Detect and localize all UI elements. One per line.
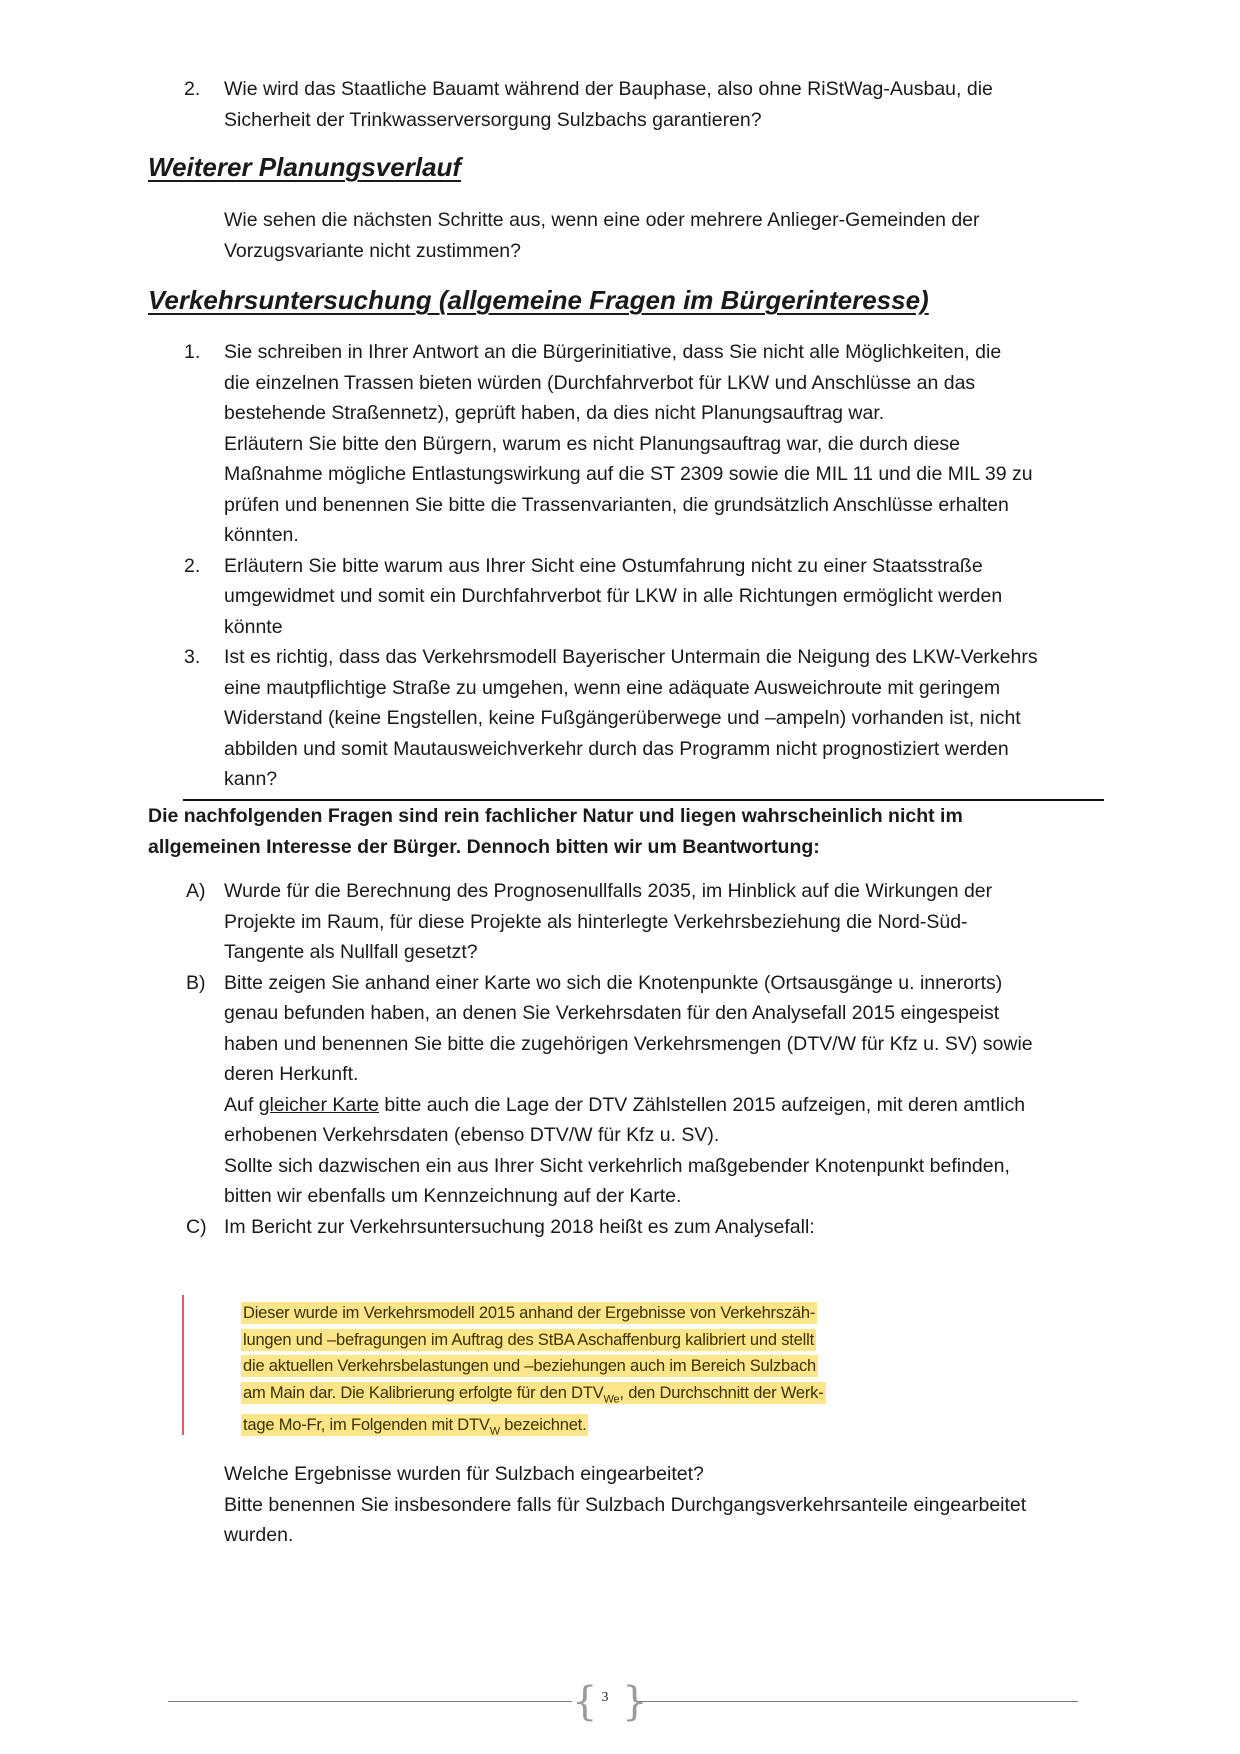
list-item-line — [224, 1090, 1120, 1121]
footer-rule-left — [168, 1701, 572, 1702]
list-item-line: könnte — [224, 615, 283, 638]
list-item — [0, 1212, 1240, 1243]
numbered-list — [0, 337, 1240, 795]
list-item-line: die einzelnen Trassen bieten würden (Durchfahrverbot für LKW und Anschlüsse an das — [224, 371, 976, 394]
list-item-line: Projekte im Raum, für diese Projekte als hinterlegte Verkehrsbeziehung die Nord-Süd- — [224, 910, 968, 933]
list-item-line: bitten wir ebenfalls um Kennzeichnung auf der Karte. — [224, 1185, 682, 1207]
list-item-line: Erläutern Sie bitte warum aus Ihrer Sicht eine Ostumfahrung nicht zu einer Staatsstraße — [224, 554, 983, 577]
list-letter: A) — [186, 880, 206, 902]
list-item — [0, 968, 1240, 1212]
list-item-line: Bitte zeigen Sie anhand einer Karte wo sich die Knotenpunkte (Ortsausgänge u. innerorts) — [224, 971, 1003, 994]
list-letter: C) — [186, 1215, 207, 1238]
text-run: am Main dar. Die Kalibrierung erfolgte für den DTV — [243, 1383, 604, 1402]
list-letter: B) — [186, 971, 206, 994]
list-item-line: Sicherheit der Trinkwasserversorgung Sulzbachs garantieren? — [224, 108, 762, 131]
list-item-line: Tangente als Nullfall gesetzt? — [224, 941, 478, 963]
text-run: , den Durchschnitt der Werk- — [619, 1383, 824, 1402]
quote-line: die aktuellen Verkehrsbelastungen und –beziehungen auch im Bereich Sulzbach — [243, 1357, 816, 1375]
page-number: 3 — [601, 1690, 609, 1705]
list-item-line: kann? — [224, 768, 278, 790]
list-item-line: umgewidmet und somit ein Durchfahrverbot für LKW in alle Richtungen ermöglicht werden — [224, 585, 1003, 607]
quoted-excerpt — [243, 1300, 913, 1445]
quote-line: Dieser wurde im Verkehrsmodell 2015 anhand der Ergebnisse von Verkehrszäh- — [243, 1304, 816, 1322]
quote-line: lungen und –befragungen im Auftrag des StBA Aschaffenburg kalibriert und stellt — [243, 1330, 814, 1349]
list-item-line: Maßnahme mögliche Entlastungswirkung auf die ST 2309 sowie die MIL 11 und die MIL 39 zu — [224, 463, 1033, 485]
list-item-line: Wie wird das Staatliche Bauamt während der Bauphase, also ohne RiStWag-Ausbau, die — [224, 78, 993, 100]
list-item-line: könnten. — [224, 524, 299, 546]
list-item-line: deren Herkunft. — [224, 1063, 359, 1085]
list-item-line: Erläutern Sie bitte den Bürgern, warum es nicht Planungsauftrag war, die durch diese — [224, 432, 961, 455]
list-item — [0, 876, 1240, 968]
text-run: Auf — [224, 1093, 259, 1116]
section-heading: Verkehrsuntersuchung (allgemeine Fragen im Bürgerinteresse) — [148, 285, 929, 315]
footer-rule-right — [636, 1701, 1078, 1702]
text-run: tage Mo-Fr, im Folgenden mit DTV — [243, 1416, 490, 1435]
list-item — [0, 642, 1240, 795]
list-number: 3. — [184, 646, 201, 668]
paragraph-line: Welche Ergebnisse wurden für Sulzbach eingearbeitet? — [224, 1463, 704, 1485]
list-item-line: Im Bericht zur Verkehrsuntersuchung 2018 heißt es zum Analysefall: — [224, 1215, 815, 1238]
list-item — [0, 551, 1240, 643]
list-item-line: Sollte sich dazwischen ein aus Ihrer Sicht verkehrlich maßgebender Knotenpunkt befinden, — [224, 1154, 1010, 1177]
list-item-line: eine mautpflichtige Straße zu umgehen, wenn eine adäquate Ausweichroute mit geringem — [224, 676, 1001, 699]
list-item — [0, 337, 1240, 551]
list-item-line: haben und benennen Sie bitte die zugehörigen Verkehrsmengen (DTV/W für Kfz u. SV) sowie — [224, 1032, 1033, 1055]
list-number: 1. — [184, 341, 201, 363]
subscript: We — [603, 1392, 620, 1405]
list-item-line: Sie schreiben in Ihrer Antwort an die Bürgerinitiative, dass Sie nicht alle Möglichkeiten, die — [224, 341, 1002, 363]
paragraph-line: Vorzugsvariante nicht zustimmen? — [224, 239, 521, 262]
subscript: W — [489, 1425, 500, 1438]
bold-intro — [0, 801, 1240, 862]
list-number: 2. — [184, 78, 201, 100]
intro-line: allgemeinen Interesse der Bürger. Dennoch bitten wir um Beantwortung: — [148, 835, 820, 858]
underlined-text: gleicher Karte — [258, 1093, 380, 1116]
list-item-line: abbilden und somit Mautausweichverkehr durch das Programm nicht prognostiziert werden — [224, 737, 1009, 760]
paragraph — [0, 205, 1240, 266]
quote-line — [243, 1383, 824, 1405]
footer-brace-right-icon: } — [622, 1679, 648, 1725]
footer-brace-left-icon: { — [572, 1679, 598, 1725]
paragraph-line: Bitte benennen Sie insbesondere falls für Sulzbach Durchgangsverkehrsanteile eingearbeitet — [224, 1493, 1027, 1516]
quote-margin-marker — [182, 1295, 184, 1435]
list-number: 2. — [184, 554, 201, 577]
list-item-line: genau befunden haben, an denen Sie Verkehrsdaten für den Analysefall 2015 eingespeist — [224, 1002, 1000, 1024]
paragraph-line: Wie sehen die nächsten Schritte aus, wenn eine oder mehrere Anlieger-Gemeinden der — [224, 209, 980, 231]
list-item — [0, 74, 1240, 135]
lettered-list — [0, 876, 1240, 1242]
paragraph-line: wurden. — [224, 1524, 294, 1546]
text-run: bitte auch die Lage der DTV Zählstellen 2015 aufzeigen, mit deren amtlich — [379, 1093, 1026, 1116]
list-item-line: Widerstand (keine Engstellen, keine Fußgängerüberwege und –ampeln) vorhanden ist, nicht — [224, 707, 1021, 729]
list-item-line: Wurde für die Berechnung des Prognosenullfalls 2035, im Hinblick auf die Wirkungen der — [224, 880, 993, 902]
quote-line — [243, 1416, 587, 1438]
list-item-line: bestehende Straßennetz), geprüft haben, da dies nicht Planungsauftrag war. — [224, 402, 885, 424]
list-item-line: erhobenen Verkehrsdaten (ebenso DTV/W für Kfz u. SV). — [224, 1124, 720, 1146]
text-run: bezeichnet. — [499, 1416, 587, 1435]
intro-line: Die nachfolgenden Fragen sind rein fachlicher Natur und liegen wahrscheinlich nicht im — [148, 805, 963, 827]
paragraph — [0, 1459, 1240, 1551]
section-heading: Weiterer Planungsverlauf — [148, 152, 462, 182]
list-item-line: Ist es richtig, dass das Verkehrsmodell Bayerischer Untermain die Neigung des LKW-Verkehrs — [224, 646, 1038, 668]
list-item-line: prüfen und benennen Sie bitte die Trassenvarianten, die grundsätzlich Anschlüsse erhalten — [224, 493, 1009, 516]
